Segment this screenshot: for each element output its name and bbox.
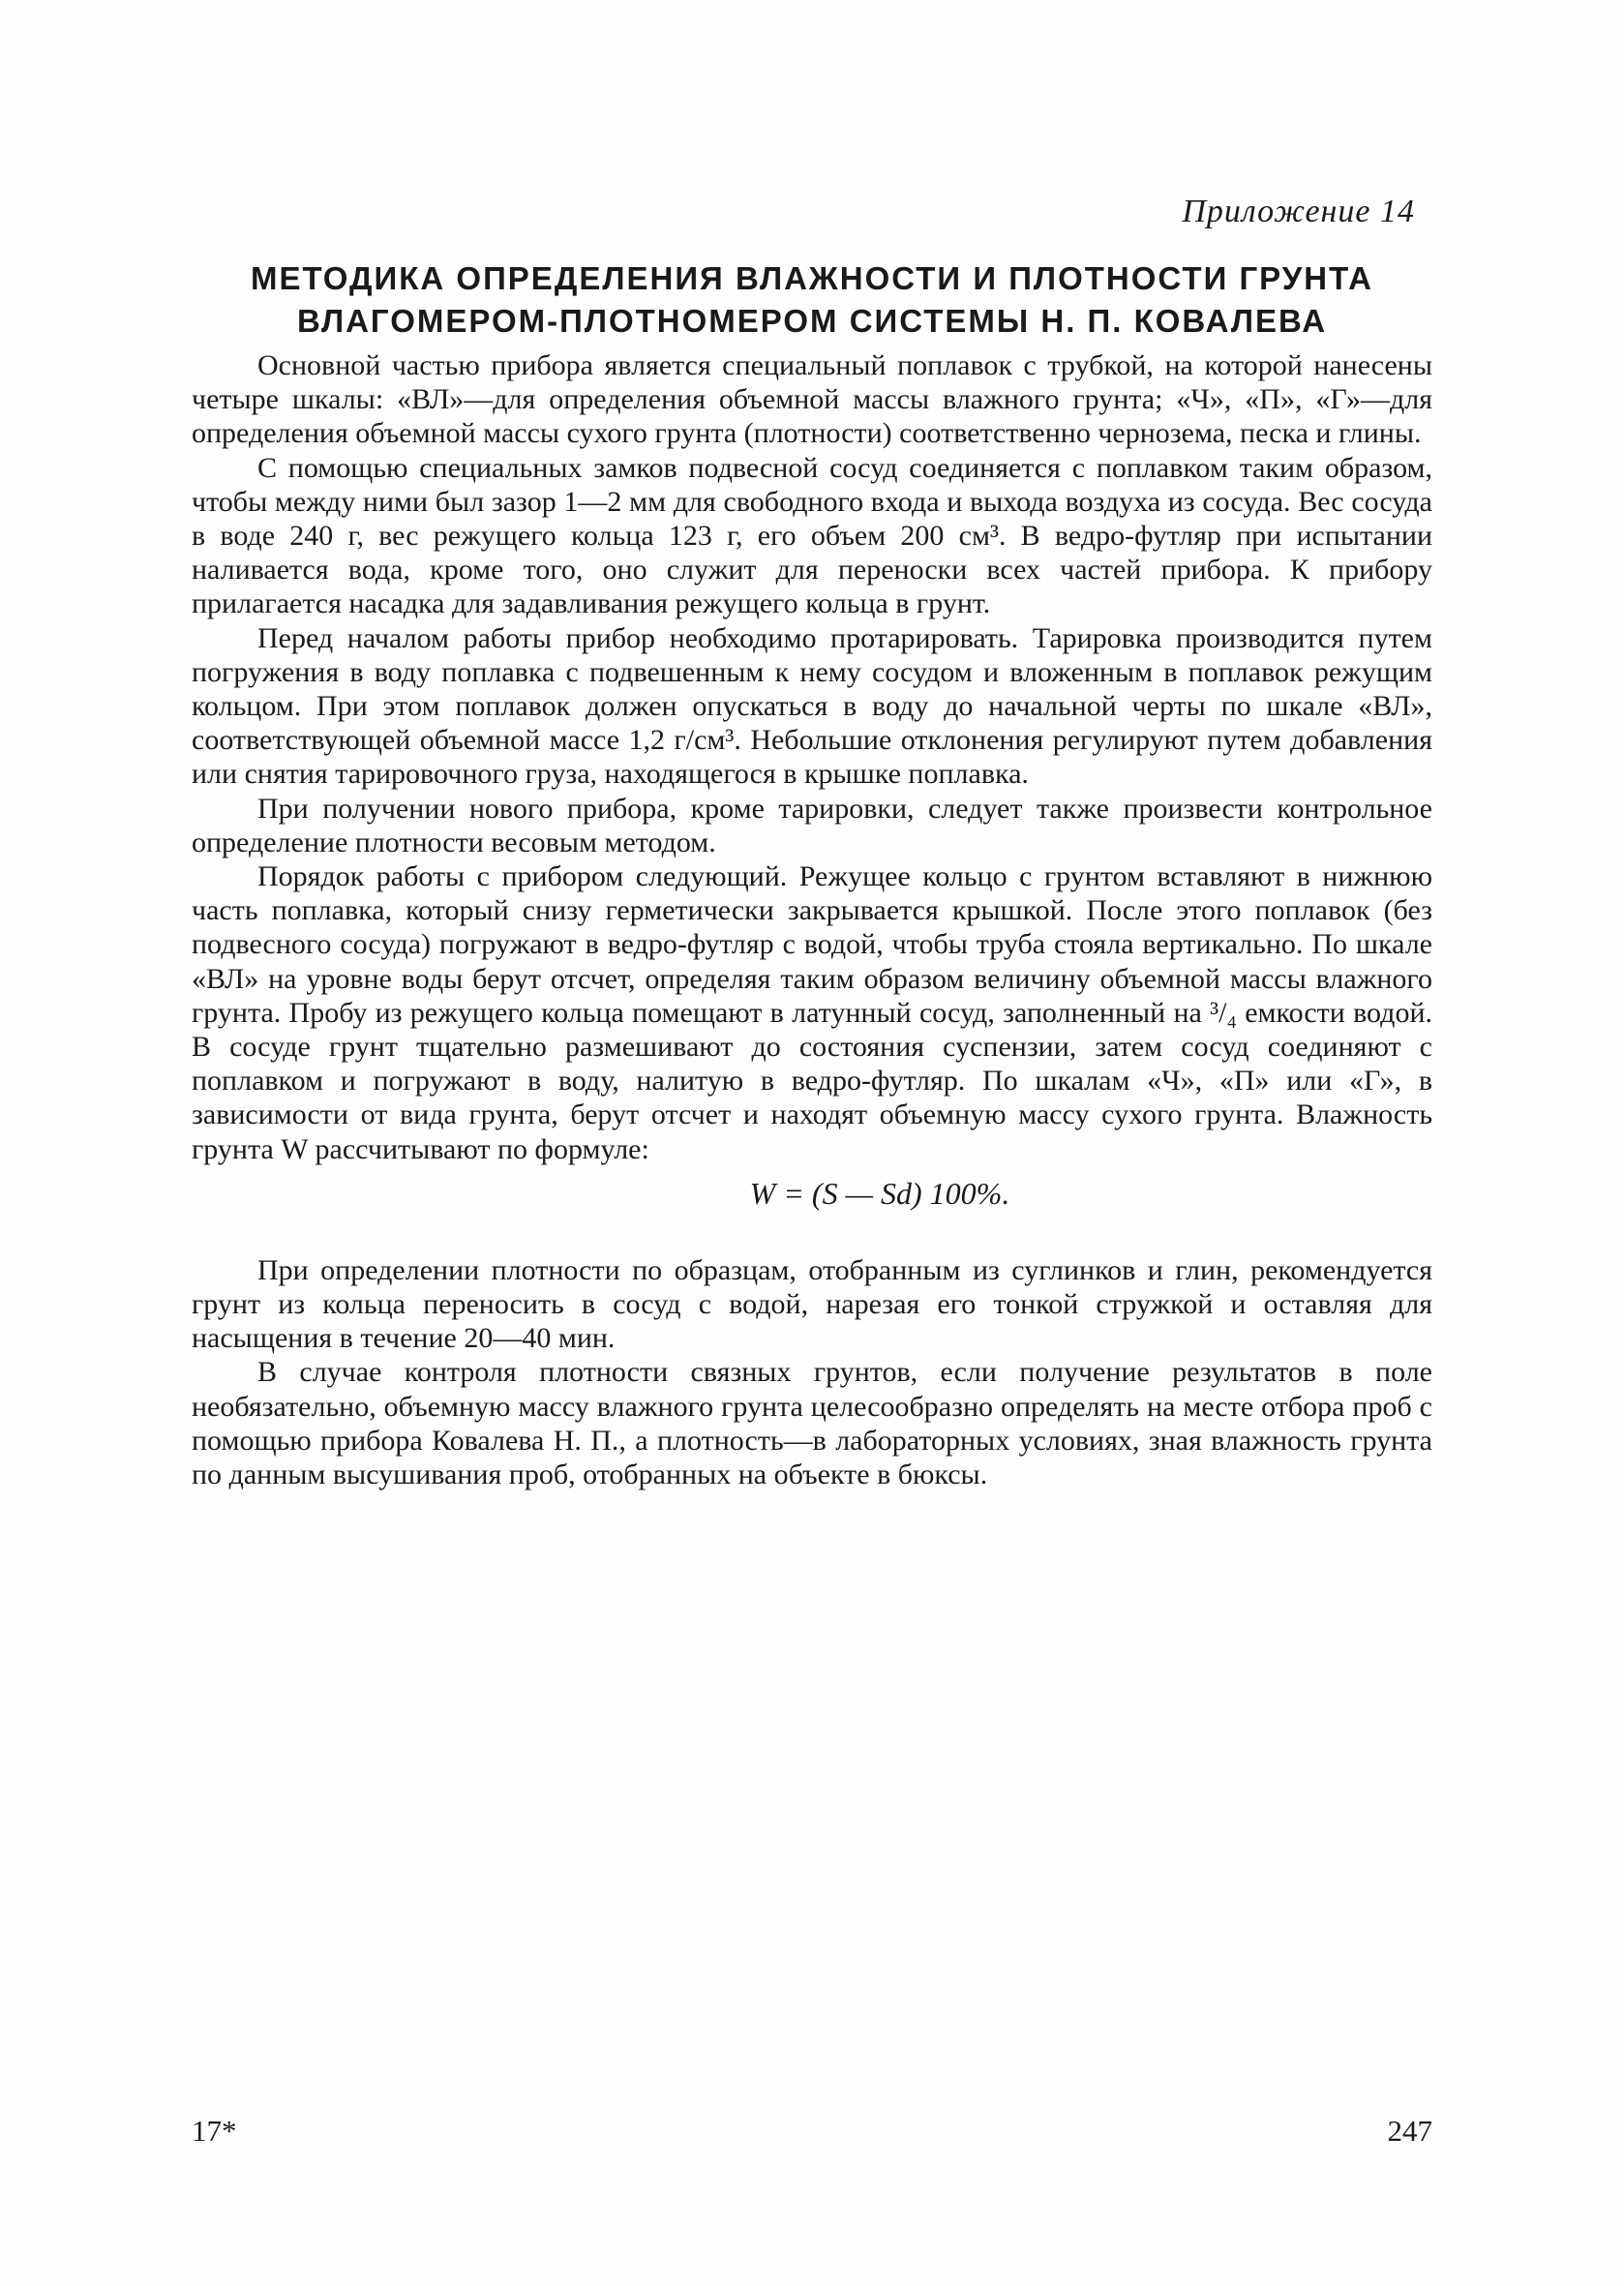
- appendix-label: Приложение 14: [1182, 194, 1415, 229]
- paragraph: Перед началом работы прибор необходимо протарировать. Тарировка производится путем погружения в воду поплавка с подвешенным к нему сосудом и вложенным в поплавок режущим кольцом. При этом поплавок должен опускаться в воду до начальной черты по шкале «ВЛ», соответствующей объемной массе 1,2 г/см³. Небольшие отклонения регулируют путем добавления или снятия тарировочного груза, находящегося в крышке поплавка.: [192, 621, 1432, 791]
- paragraph: Основной частью прибора является специальный поплавок с трубкой, на которой нанесены четыре шкалы: «ВЛ»—для определения объемной массы влажного грунта; «Ч», «П», «Г»—для определения объемной массы сухого грунта (плотности) соответственно чернозема, песка и глины.: [192, 349, 1432, 450]
- title-line-1: МЕТОДИКА ОПРЕДЕЛЕНИЯ ВЛАЖНОСТИ И ПЛОТНОСТИ ГРУНТА: [250, 260, 1374, 296]
- paragraph: При получении нового прибора, кроме тарировки, следует также произвести контрольное определение плотности весовым методом.: [192, 792, 1432, 858]
- title-line-2: ВЛАГОМЕРОМ-ПЛОТНОМЕРОМ СИСТЕМЫ Н. П. КОВАЛЕВА: [296, 303, 1328, 339]
- paragraph: Порядок работы с прибором следующий. Режущее кольцо с грунтом вставляют в нижнюю часть поплавка, который снизу герметически закрывается крышкой. После этого поплавок (без подвесного сосуда) погружают в ведро-футляр с водой, чтобы труба стояла вертикально. По шкале «ВЛ» на уровне воды берут отсчет, определяя таким образом величину объемной массы влажного грунта. Пробу из режущего кольца помещают в латунный сосуд, заполненный на ³/₄ емкости водой. В сосуде грунт тщательно размешивают до состояния суспензии, затем сосуд соединяют с поплавком и погружают в воду, налитую в ведро-футляр. По шкалам «Ч», «П» или «Г», в зависимости от вида грунта, берут отсчет и находят объемную массу сухого грунта. Влажность грунта W рассчитывают по формуле:: [192, 860, 1432, 1165]
- paragraph: В случае контроля плотности связных грунтов, если получение результатов в поле необязательно, объемную массу влажного грунта целесообразно определять на месте отбора проб с помощью прибора Ковалева Н. П., а плотность—в лабораторных условиях, зная влажность грунта по данным высушивания проб, отобранных на объекте в бюксы.: [192, 1356, 1432, 1491]
- document-body: [192, 348, 1432, 1491]
- paragraph: При определении плотности по образцам, отобранным из суглинков и глин, рекомендуется грунт из кольца переносить в сосуд с водой, нарезая его тонкой стружкой и оставляя для насыщения в течение 20—40 мин.: [192, 1253, 1432, 1355]
- paragraph: С помощью специальных замков подвесной сосуд соединяется с поплавком таким образом, чтобы между ними был зазор 1—2 мм для свободного входа и выхода воздуха из сосуда. Вес сосуда в воде 240 г, вес режущего кольца 123 г, его объем 200 см³. В ведро-футляр при испытании наливается вода, кроме того, оно служит для переноски всех частей прибора. К прибору прилагается насадка для задавливания режущего кольца в грунт.: [192, 451, 1432, 620]
- page-number: 247: [1387, 2114, 1432, 2148]
- document-title: [192, 257, 1432, 343]
- signature-mark: 17*: [192, 2114, 237, 2148]
- moisture-formula: W = (S — Sd) 100%.: [749, 1175, 1010, 1211]
